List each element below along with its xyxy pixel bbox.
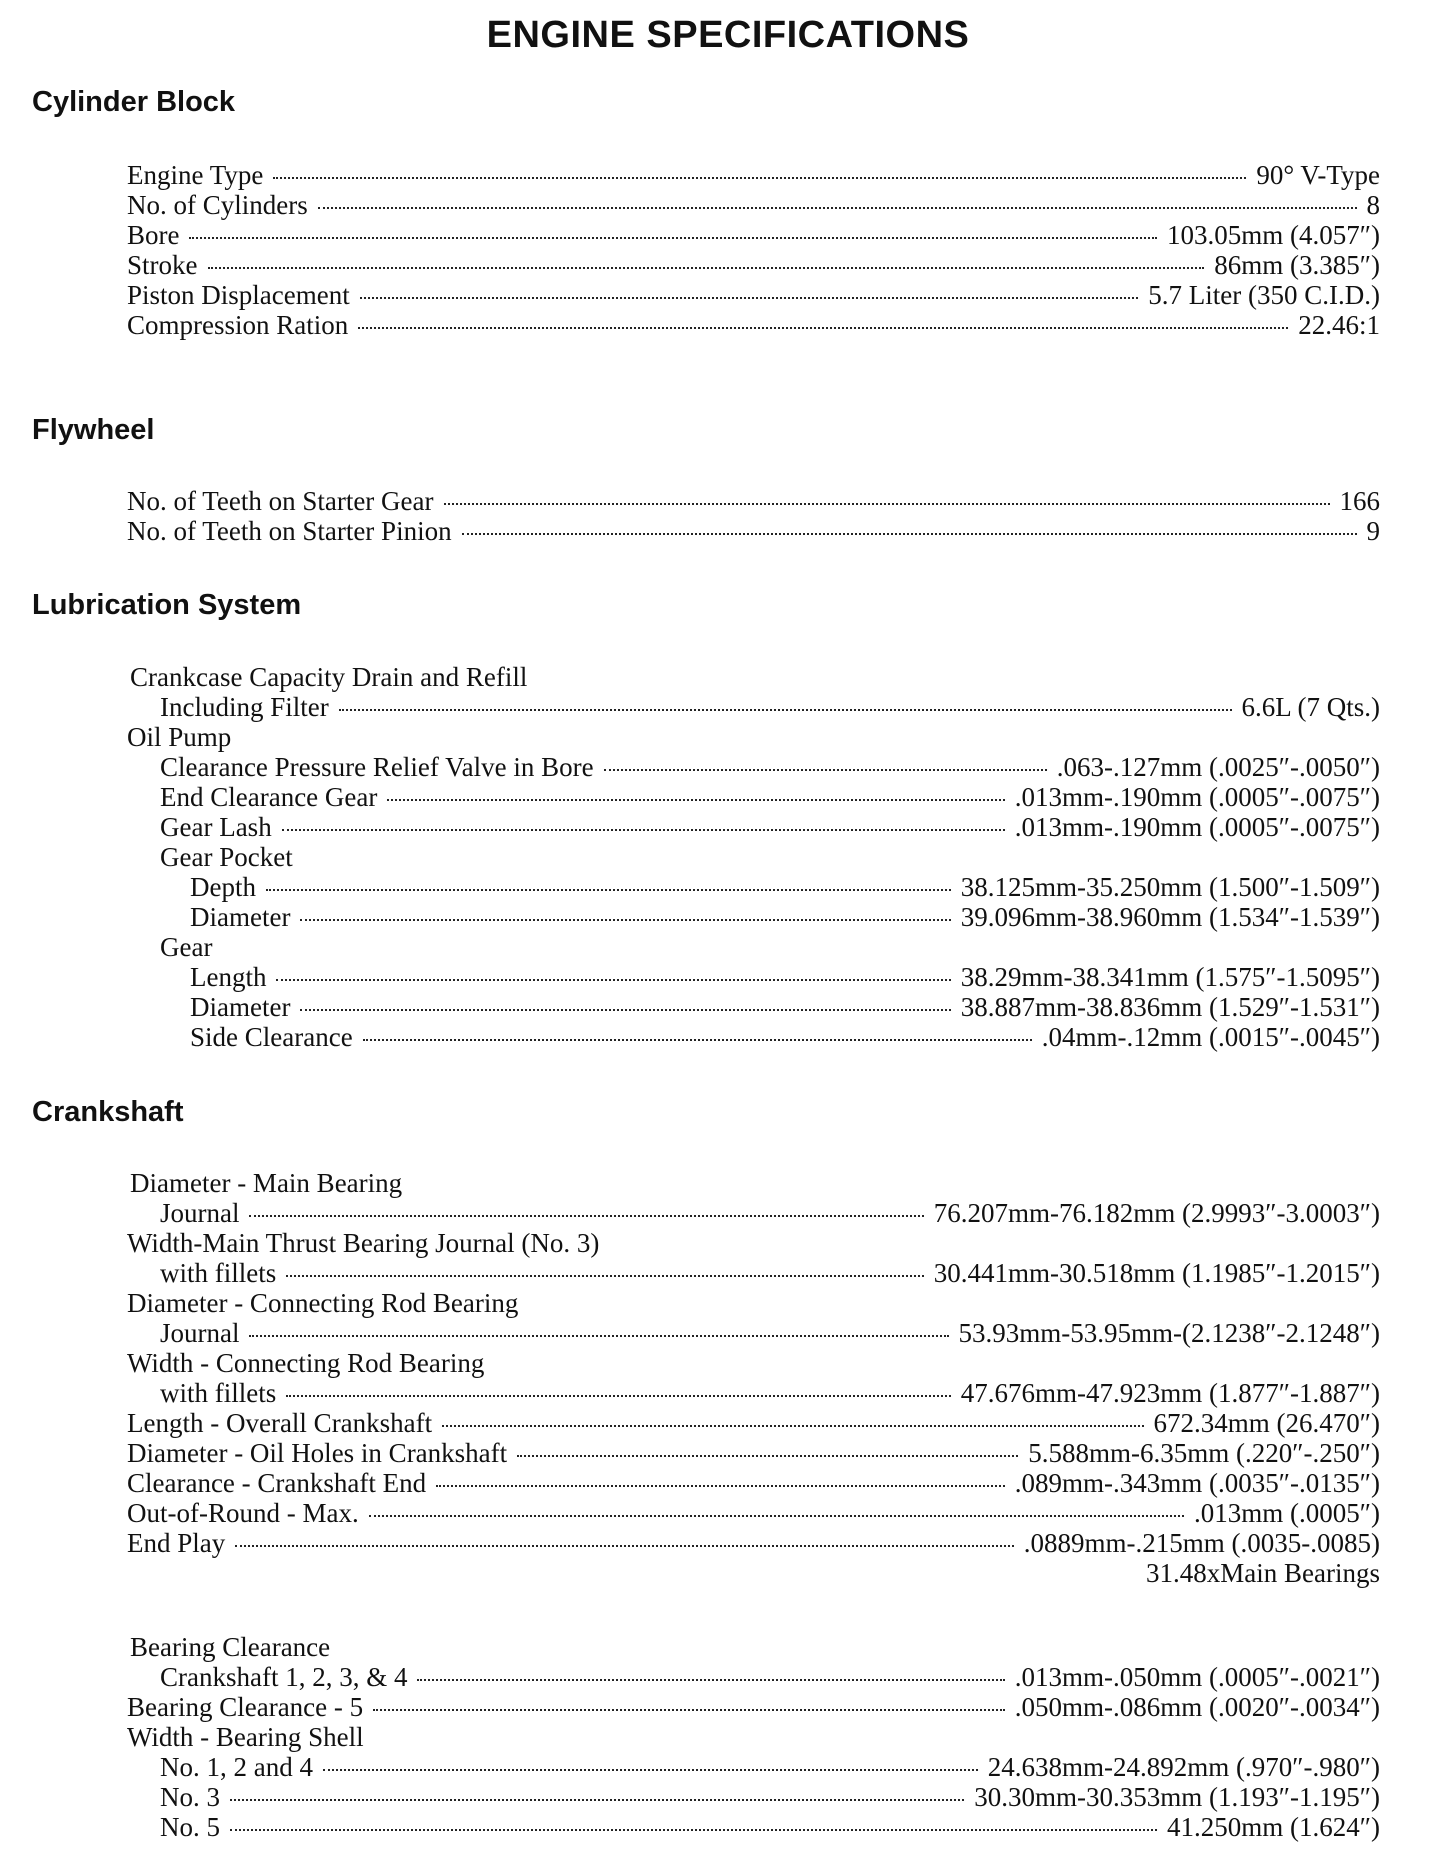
spec-row-gear-diameter [190, 992, 1380, 1022]
dot-leader [363, 1039, 1032, 1041]
spec-label: Compression Ration [127, 310, 349, 340]
spec-label: Clearance - Crankshaft End [127, 1468, 427, 1498]
spec-label: End Play [127, 1528, 226, 1558]
dot-leader [387, 799, 1004, 801]
spec-label: Length - Overall Crankshaft [127, 1408, 433, 1438]
spec-label: No. of Cylinders [127, 190, 308, 220]
spec-label: Bearing Clearance - 5 [127, 1692, 364, 1722]
section-heading-cylinder-block: Cylinder Block [32, 86, 236, 118]
spec-row-cylinders [127, 190, 1380, 220]
spec-value: 24.638mm-24.892mm (.970″-.980″) [987, 1752, 1380, 1782]
spec-row-gear-length [190, 962, 1380, 992]
dot-leader [417, 1679, 1004, 1681]
spec-row-pocket-diameter [190, 902, 1380, 932]
spec-label: Including Filter [160, 692, 329, 722]
spec-row-shell-3 [160, 1782, 1380, 1812]
spec-value: .050mm-.086mm (.0020″-.0034″) [1014, 1692, 1380, 1722]
spec-label: Depth [190, 872, 256, 902]
spec-value: 103.05mm (4.057″) [1167, 220, 1380, 250]
page-title: ENGINE SPECIFICATIONS [486, 14, 970, 56]
spec-value: 38.125mm-35.250mm (1.500″-1.509″) [960, 872, 1380, 902]
spec-row-gear-side-clearance [190, 1022, 1380, 1052]
spec-value: 41.250mm (1.624″) [1167, 1812, 1380, 1842]
spec-label: with fillets [160, 1378, 277, 1408]
spec-label: with fillets [160, 1258, 277, 1288]
spec-label: Stroke [127, 250, 198, 280]
thrust-bearing-width-label: Width-Main Thrust Bearing Journal (No. 3) [127, 1228, 600, 1258]
dot-leader [282, 829, 1005, 831]
spec-value: .013mm-.050mm (.0005″-.0021″) [1014, 1662, 1380, 1692]
spec-row-oil-holes [127, 1438, 1380, 1468]
spec-row-displacement [127, 280, 1380, 310]
spec-row-pocket-depth [190, 872, 1380, 902]
gear-label: Gear [160, 932, 213, 962]
spec-label: Journal [160, 1318, 240, 1348]
dot-leader [462, 533, 1357, 535]
dot-leader [323, 1769, 978, 1771]
dot-leader [230, 1799, 964, 1801]
spec-value: .013mm-.190mm (.0005″-.0075″) [1014, 782, 1380, 812]
dot-leader [358, 327, 1288, 329]
spec-label: Crankshaft 1, 2, 3, & 4 [160, 1662, 408, 1692]
spec-value: 38.887mm-38.836mm (1.529″-1.531″) [960, 992, 1380, 1022]
spec-value: 90° V-Type [1256, 160, 1380, 190]
dot-leader [249, 1215, 923, 1217]
gear-pocket-label: Gear Pocket [160, 842, 293, 872]
spec-value: 30.441mm-30.518mm (1.1985″-1.2015″) [933, 1258, 1380, 1288]
dot-leader [286, 1395, 951, 1397]
spec-value: 8 [1366, 190, 1380, 220]
spec-row-stroke [127, 250, 1380, 280]
spec-row-including-filter [160, 692, 1380, 722]
section-heading-crankshaft: Crankshaft [32, 1096, 184, 1128]
section-heading-lubrication: Lubrication System [32, 589, 302, 621]
oil-pump-label: Oil Pump [127, 722, 232, 752]
spec-row-starter-gear [127, 486, 1380, 516]
spec-row-rod-fillets [160, 1378, 1380, 1408]
section-heading-flywheel: Flywheel [32, 414, 155, 446]
spec-value: 5.588mm-6.35mm (.220″-.250″) [1028, 1438, 1380, 1468]
spec-row-relief-valve [160, 752, 1380, 782]
dot-leader [436, 1485, 1005, 1487]
dot-leader [339, 709, 1232, 711]
spec-label: Length [190, 962, 267, 992]
dot-leader [286, 1275, 924, 1277]
main-bearings-note: 31.48xMain Bearings [1146, 1558, 1380, 1588]
spec-row-compression [127, 310, 1380, 340]
dot-leader [208, 267, 1205, 269]
dot-leader [369, 1515, 1184, 1517]
spec-value: 5.7 Liter (350 C.I.D.) [1148, 280, 1380, 310]
spec-label: No. 5 [160, 1812, 220, 1842]
spec-row-shell-5 [160, 1812, 1380, 1842]
spec-value: 53.93mm-53.95mm-(2.1238″-2.1248″) [958, 1318, 1380, 1348]
spec-label: Piston Displacement [127, 280, 350, 310]
spec-label: Bore [127, 220, 180, 250]
spec-label: Out-of-Round - Max. [127, 1498, 359, 1528]
spec-row-end-play [127, 1528, 1380, 1558]
dot-leader [373, 1709, 1005, 1711]
spec-value: .089mm-.343mm (.0035″-.0135″) [1014, 1468, 1380, 1498]
spec-label: Diameter [190, 992, 291, 1022]
spec-row-gear-lash [160, 812, 1380, 842]
spec-value: .013mm-.190mm (.0005″-.0075″) [1014, 812, 1380, 842]
spec-label: End Clearance Gear [160, 782, 378, 812]
spec-value: .04mm-.12mm (.0015″-.0045″) [1041, 1022, 1380, 1052]
spec-value: .0889mm-.215mm (.0035-.0085) [1023, 1528, 1380, 1558]
spec-label: Diameter [190, 902, 291, 932]
dot-leader [442, 1425, 1143, 1427]
dot-leader [266, 889, 951, 891]
spec-row-shell-124 [160, 1752, 1380, 1782]
crankcase-capacity-label: Crankcase Capacity Drain and Refill [130, 662, 528, 692]
spec-label: No. 1, 2 and 4 [160, 1752, 313, 1782]
spec-value: 30.30mm-30.353mm (1.193″-1.195″) [974, 1782, 1380, 1812]
spec-value: 6.6L (7 Qts.) [1241, 692, 1380, 722]
spec-label: Engine Type [127, 160, 264, 190]
dot-leader [444, 503, 1330, 505]
spec-label: No. of Teeth on Starter Gear [127, 486, 434, 516]
spec-row-bore [127, 220, 1380, 250]
spec-value: 672.34mm (26.470″) [1153, 1408, 1380, 1438]
spec-value: 86mm (3.385″) [1214, 250, 1380, 280]
dot-leader [273, 177, 1246, 179]
spec-value: 76.207mm-76.182mm (2.9993″-3.0003″) [933, 1198, 1380, 1228]
spec-label: Clearance Pressure Relief Valve in Bore [160, 752, 594, 782]
dot-leader [318, 207, 1357, 209]
dot-leader [235, 1545, 1014, 1547]
spec-row-crankshaft-end-clearance [127, 1468, 1380, 1498]
spec-row-bearing-clearance-5 [127, 1692, 1380, 1722]
spec-row-engine-type [127, 160, 1380, 190]
spec-label: Diameter - Oil Holes in Crankshaft [127, 1438, 508, 1468]
spec-value: 47.676mm-47.923mm (1.877″-1.887″) [960, 1378, 1380, 1408]
spec-value: 166 [1339, 486, 1380, 516]
spec-value: 39.096mm-38.960mm (1.534″-1.539″) [960, 902, 1380, 932]
spec-row-rod-journal [160, 1318, 1380, 1348]
bearing-clearance-label: Bearing Clearance [130, 1632, 331, 1662]
spec-value: 22.46:1 [1298, 310, 1380, 340]
spec-row-thrust-fillets [160, 1258, 1380, 1288]
spec-label: Journal [160, 1198, 240, 1228]
spec-row-crankshaft-1234 [160, 1662, 1380, 1692]
dot-leader [189, 237, 1157, 239]
rod-bearing-diameter-label: Diameter - Connecting Rod Bearing [127, 1288, 519, 1318]
dot-leader [517, 1455, 1018, 1457]
spec-label: Gear Lash [160, 812, 272, 842]
spec-row-starter-pinion [127, 516, 1380, 546]
dot-leader [249, 1335, 948, 1337]
spec-row-main-journal [160, 1198, 1380, 1228]
dot-leader [230, 1829, 1157, 1831]
spec-row-crankshaft-length [127, 1408, 1380, 1438]
spec-label: No. 3 [160, 1782, 220, 1812]
spec-value: 9 [1366, 516, 1380, 546]
spec-value: 38.29mm-38.341mm (1.575″-1.5095″) [960, 962, 1380, 992]
spec-row-out-of-round [127, 1498, 1380, 1528]
spec-value: .013mm (.0005″) [1194, 1498, 1380, 1528]
dot-leader [300, 919, 950, 921]
dot-leader [300, 1009, 950, 1011]
spec-label: No. of Teeth on Starter Pinion [127, 516, 452, 546]
dot-leader [360, 297, 1139, 299]
dot-leader [604, 769, 1047, 771]
rod-bearing-width-label: Width - Connecting Rod Bearing [127, 1348, 485, 1378]
spec-row-end-clearance-gear [160, 782, 1380, 812]
dot-leader [276, 979, 950, 981]
bearing-shell-width-label: Width - Bearing Shell [127, 1722, 364, 1752]
spec-label: Side Clearance [190, 1022, 353, 1052]
main-bearing-diameter-label: Diameter - Main Bearing [130, 1168, 403, 1198]
spec-value: .063-.127mm (.0025″-.0050″) [1056, 752, 1380, 782]
